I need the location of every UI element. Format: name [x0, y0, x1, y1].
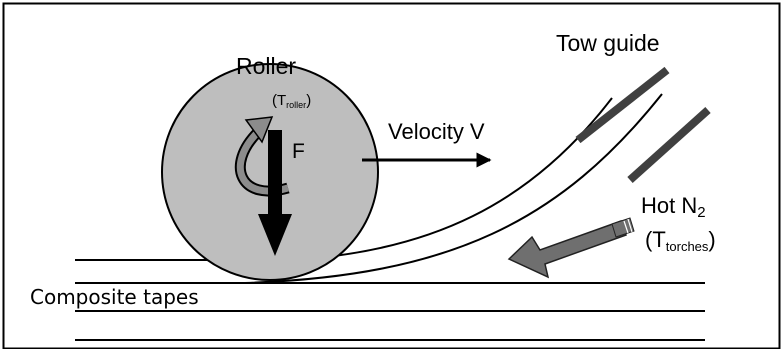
- torch-temperature-label: (Ttorches): [645, 227, 716, 254]
- tow-guide-bar: [630, 110, 708, 180]
- roller-label: Roller: [236, 53, 297, 79]
- velocity-label: Velocity V: [388, 119, 485, 144]
- tow-guide-label: Tow guide: [556, 30, 660, 56]
- force-label: F: [292, 140, 305, 163]
- hot-gas-arrow-icon: [509, 218, 634, 277]
- roller-temperature-label: $(T_{roller})$: [272, 92, 312, 110]
- hot-gas-label: Hot N2: [641, 193, 706, 221]
- composite-tapes-label: Composite tapes: [30, 285, 199, 309]
